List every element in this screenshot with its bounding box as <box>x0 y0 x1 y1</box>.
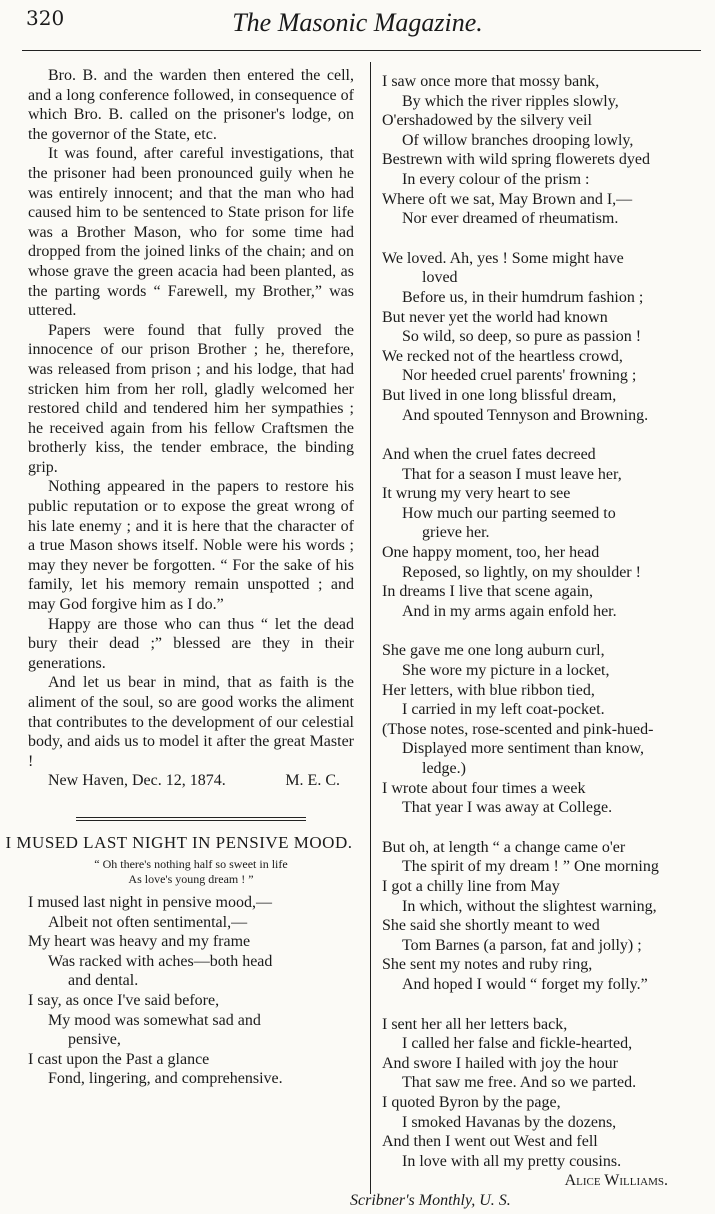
epigraph-line: As love's young dream ! ” <box>128 871 254 886</box>
poem-line: She said she shortly meant to wed <box>382 917 600 935</box>
poem-line: And spouted Tennyson and Browning. <box>402 406 649 424</box>
poem-line: Of willow branches drooping lowly, <box>402 131 634 149</box>
poem-stanza <box>382 72 700 229</box>
poem-line: Albeit not often sentimental,— <box>48 913 248 931</box>
source-credit: Scribner's Monthly, U. S. <box>350 1191 511 1209</box>
article-body <box>28 66 354 771</box>
poem-line: Nor heeded cruel parents' frowning ; <box>402 367 637 385</box>
poem-line: But never yet the world had known <box>382 308 608 326</box>
poem-line: I saw once more that mossy bank, <box>382 73 600 90</box>
poem-line: Displayed more sentiment than know, <box>402 740 645 758</box>
poem-line: She gave me one long auburn curl, <box>382 642 605 660</box>
running-title: The Masonic Magazine. <box>232 8 483 37</box>
poem-line: I say, as once I've said before, <box>28 991 220 1009</box>
poem-line: I cast upon the Past a glance <box>28 1050 210 1068</box>
poem-line: By which the river ripples slowly, <box>402 92 619 110</box>
poem-line: (Those notes, rose-scented and pink-hued- <box>382 720 654 738</box>
column-divider <box>370 62 371 1194</box>
poem-line: And hoped I would “ forget my folly.” <box>402 975 648 993</box>
poem-line: That saw me free. And so we parted. <box>402 1074 637 1092</box>
poem-stanza <box>382 1015 700 1172</box>
poem-line: In dreams I live that scene again, <box>382 583 594 601</box>
header-rule <box>22 50 701 51</box>
poem-line: In every colour of the prism : <box>402 170 590 188</box>
poem-line: pensive, <box>68 1031 121 1049</box>
page-number: 320 <box>26 6 65 30</box>
poem-line: Before us, in their humdrum fashion ; <box>402 288 644 306</box>
poem-line: That year I was away at College. <box>402 799 613 817</box>
poem-stanza <box>382 838 700 995</box>
signature: M. E. C. <box>285 772 340 790</box>
poem-line: Reposed, so lightly, on my shoulder ! <box>402 563 641 581</box>
poem-line: Was racked with aches—both head <box>48 952 273 970</box>
poem-line: Her letters, with blue ribbon tied, <box>382 681 595 699</box>
paragraph: Papers were found that fully proved the innocence of our prison Brother ; he, therefore, was released from prison ; and his lodge, that had stricken him from her roll, gladly welcomed her restored child and tendered him her sympathies ; he received again from his fellow Craftsmen the brotherly kiss, the tender embrace, the binding grip. <box>28 321 354 476</box>
poem-line: But oh, at length “ a change came o'er <box>382 838 626 856</box>
poem-line: grieve her. <box>422 524 490 542</box>
poem-line: And then I went out West and fell <box>382 1133 598 1151</box>
poem-line: and dental. <box>68 972 139 990</box>
poem-line: I called her false and fickle-hearted, <box>402 1035 633 1053</box>
poem-line: We loved. Ah, yes ! Some might have <box>382 249 624 267</box>
left-column <box>5 66 354 1109</box>
poem-stanza <box>382 249 700 425</box>
poem-line: So wild, so deep, so pure as passion ! <box>402 328 642 346</box>
poem-line: In love with all my pretty cousins. <box>402 1152 622 1170</box>
right-column <box>350 72 700 1210</box>
poem-line: And swore I hailed with joy the hour <box>382 1054 618 1072</box>
poem-stanza <box>382 445 700 621</box>
poem-line: ledge.) <box>422 760 466 777</box>
poem-stanza <box>28 893 354 1089</box>
poem-line: I mused last night in pensive mood,— <box>28 893 272 911</box>
poem-line: My heart was heavy and my frame <box>28 933 251 951</box>
poem-line: I sent her all her letters back, <box>382 1015 568 1033</box>
page-header <box>0 0 715 48</box>
poem-line: I wrote about four times a week <box>382 779 586 797</box>
poem-line: How much our parting seemed to <box>402 504 616 522</box>
poem-line: The spirit of my dream ! ” One morning <box>402 858 659 876</box>
poem-title: I MUSED LAST NIGHT IN PENSIVE MOOD. <box>5 832 353 852</box>
paragraph: Happy are those who can thus “ let the dead bury their dead ;” blessed are they in their generations. <box>28 615 354 672</box>
poem-stanza <box>382 641 700 817</box>
poem-line: She sent my notes and ruby ring, <box>382 956 593 974</box>
poem-line: But lived in one long blissful dream, <box>382 386 617 404</box>
section-divider <box>76 817 306 821</box>
signature-line <box>28 771 354 791</box>
poem-line: That for a season I must leave her, <box>402 465 622 483</box>
paragraph: And let us bear in mind, that as faith is the aliment of the soul, so are good works the aliment that contributes to the development of our celestial body, and aids us to model it after the great Master ! <box>28 674 354 770</box>
poem-line: I carried in my left coat-pocket. <box>402 701 605 719</box>
paragraph: Bro. B. and the warden then entered the cell, and a long conference followed, in consequence of which Bro. B. called on the prisoner's lodge, on the governor of the State, etc. <box>28 67 354 143</box>
paragraph: It was found, after careful investigations, that the prisoner had been pronounced guily when he was entirely innocent; and that the man who had caused him to be sentenced to State prison for life was a Brother Mason, who for some time had dropped from the joined links of the chain; and on whose grave the green acacia had been planted, as the parting words “ Farewell, my Brother,” was uttered. <box>28 145 354 320</box>
paragraph: Nothing appeared in the papers to restore his public reputation or to expose the great wrong of his late enemy ; and it is here that the character of a true Mason shows itself. Noble were his words ; may they never be forgotten. “ For the sake of his family, let his memory remain unspotted ; and may God forgive him as I do.” <box>28 478 354 614</box>
poem-line: Where oft we sat, May Brown and I,— <box>382 190 633 208</box>
poem-line: Tom Barnes (a parson, fat and jolly) ; <box>402 936 642 954</box>
poem-line: I smoked Havanas by the dozens, <box>402 1113 617 1131</box>
poem-line: And when the cruel fates decreed <box>382 446 596 464</box>
poem-line: My mood was somewhat sad and <box>48 1011 261 1029</box>
poem-line: Bestrewn with wild spring flowerets dyed <box>382 151 650 169</box>
poem-line: I quoted Byron by the page, <box>382 1093 561 1111</box>
epigraph-line: “ Oh there's nothing half so sweet in life <box>94 856 288 871</box>
epigraph <box>28 857 354 887</box>
poem-line: And in my arms again enfold her. <box>402 602 617 620</box>
poem-line: loved <box>422 269 458 287</box>
poem-line: It wrung my very heart to see <box>382 485 571 503</box>
poem-line: One happy moment, too, her head <box>382 544 600 562</box>
dateline: New Haven, Dec. 12, 1874. <box>48 772 226 790</box>
author-credit: Alice Williams. <box>564 1172 668 1190</box>
poem-line: I got a chilly line from May <box>382 877 560 895</box>
poem-line: O'ershadowed by the silvery veil <box>382 112 592 130</box>
poem-line: Nor ever dreamed of rheumatism. <box>402 210 619 228</box>
poem-line: We recked not of the heartless crowd, <box>382 347 623 365</box>
poem-line: She wore my picture in a locket, <box>402 662 610 680</box>
poem-line: Fond, lingering, and comprehensive. <box>48 1070 283 1088</box>
poem-line: In which, without the slightest warning, <box>402 897 657 915</box>
